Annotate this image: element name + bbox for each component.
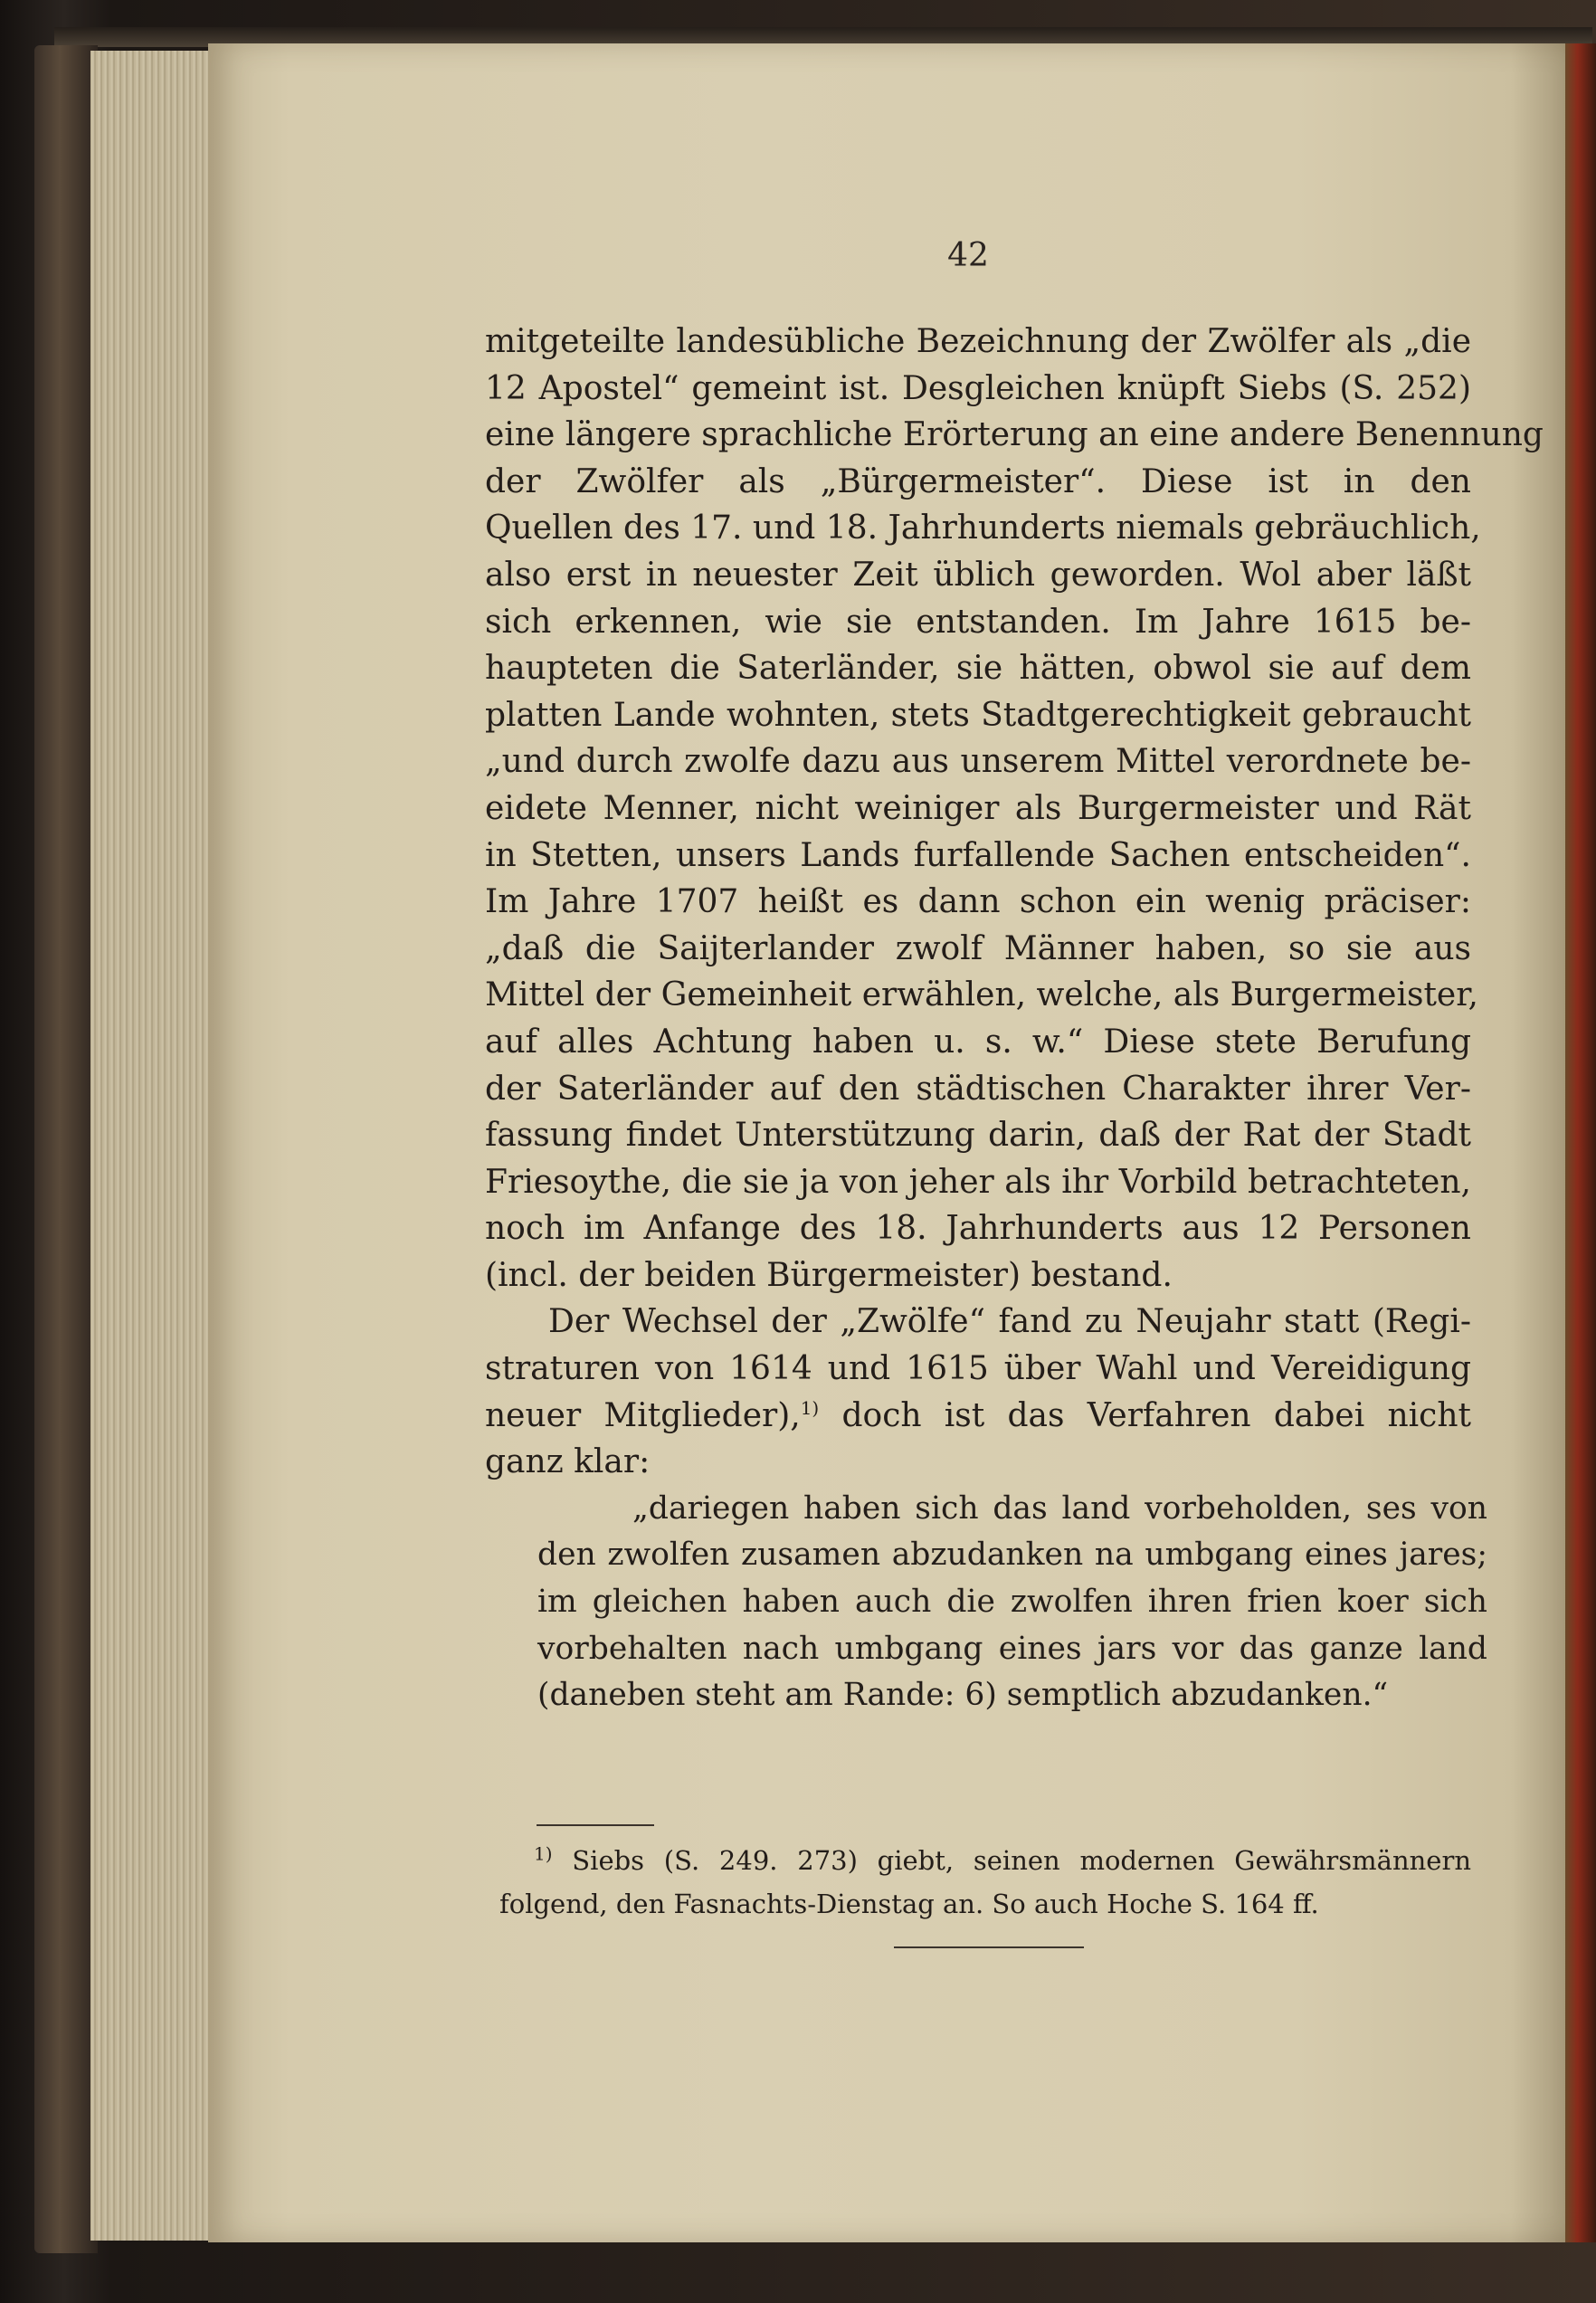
body-text xyxy=(485,319,1544,1719)
text-fragment: neuer Mitglieder), xyxy=(485,1396,801,1434)
text-line: in Stetten, unsers Lands furfallende Sachen entscheiden“. xyxy=(485,836,1471,874)
text-line: fassung findet Unterstützung darin, daß der Rat der Stadt xyxy=(485,1117,1471,1155)
text-line: „und durch zwolfe dazu aus unserem Mittel verordnete be- xyxy=(485,743,1471,781)
quote-line: „dariegen haben sich das land vorbeholden, ses von xyxy=(632,1489,1487,1527)
text-line: „daß die Saijterlander zwolf Männer haben, so sie aus xyxy=(485,929,1471,967)
text-line: Quellen des 17. und 18. Jahrhunderts niemals gebräuchlich, xyxy=(485,509,1481,547)
text-line-with-footnote-ref xyxy=(485,1393,1471,1440)
text-line: Mittel der Gemeinheit erwählen, welche, als Burgermeister, xyxy=(485,976,1478,1014)
page-stack-edges xyxy=(90,51,217,2241)
block-quote xyxy=(485,1486,1487,1719)
text-line: haupteten die Saterländer, sie hätten, obwol sie auf dem xyxy=(485,650,1471,688)
text-line: sich erkennen, wie sie entstanden. Im Jahre 1615 be- xyxy=(485,603,1471,641)
book-binding xyxy=(1565,43,1596,2242)
footnotes xyxy=(499,1839,1471,1926)
text-line: eidete Menner, nicht weiniger als Burgermeister und Rät xyxy=(485,789,1471,827)
text-fragment: doch ist das Verfahren dabei nicht xyxy=(841,1396,1471,1434)
footnote-mark: 1) xyxy=(534,1842,553,1865)
text-line: straturen von 1614 und 1615 über Wahl und Vereidigung xyxy=(485,1350,1471,1388)
page-number: 42 xyxy=(947,237,989,274)
footnote-separator xyxy=(537,1824,654,1826)
footnote-line: folgend, den Fasnachts-Dienstag an. So auch Hoche S. 164 ff. xyxy=(499,1889,1319,1919)
text-line: noch im Anfange des 18. Jahrhunderts aus 12 Personen xyxy=(485,1210,1471,1248)
end-rule xyxy=(894,1946,1084,1948)
text-line: auf alles Achtung haben u. s. w.“ Diese stete Berufung xyxy=(485,1023,1471,1061)
text-line: ganz klar: xyxy=(485,1443,651,1481)
text-line: mitgeteilte landesübliche Bezeichnung der Zwölfer als „die xyxy=(485,323,1471,360)
text-line: 12 Apostel“ gemeint ist. Desgleichen knüpft Siebs (S. 252) xyxy=(485,369,1471,407)
book-cover-edge xyxy=(34,45,98,2253)
paragraph-start-line: Der Wechsel der „Zwölfe“ fand zu Neujahr statt (Regi- xyxy=(548,1303,1471,1341)
quote-line: im gleichen haben auch die zwolfen ihren frien koer sich xyxy=(537,1584,1487,1621)
text-line: Im Jahre 1707 heißt es dann schon ein wenig präciser: xyxy=(485,883,1471,921)
text-line: der Saterländer auf den städtischen Charakter ihrer Ver- xyxy=(485,1070,1471,1108)
footnote-line xyxy=(499,1839,1471,1882)
quote-line: (daneben steht am Rande: 6) semptlich abzudanken.“ xyxy=(537,1677,1389,1714)
text-line: (incl. der beiden Bürgermeister) bestand. xyxy=(485,1256,1173,1294)
text-line: der Zwölfer als „Bürgermeister“. Diese ist in den xyxy=(485,462,1471,500)
footnote-reference: 1) xyxy=(800,1396,820,1419)
text-line: Friesoythe, die sie ja von jeher als ihr Vorbild betrachteten, xyxy=(485,1163,1471,1201)
quote-line: den zwolfen zusamen abzudanken na umbgang eines jares; xyxy=(537,1537,1487,1574)
footnote-text: Siebs (S. 249. 273) giebt, seinen modernen Gewährsmännern xyxy=(572,1845,1471,1876)
text-line: also erst in neuester Zeit üblich geworden. Wol aber läßt xyxy=(485,556,1471,594)
quote-line: vorbehalten nach umbgang eines jars vor das ganze land xyxy=(537,1630,1487,1667)
text-line: eine längere sprachliche Erörterung an eine andere Benennung xyxy=(485,416,1544,454)
text-line: platten Lande wohnten, stets Stadtgerechtigkeit gebraucht xyxy=(485,696,1471,734)
